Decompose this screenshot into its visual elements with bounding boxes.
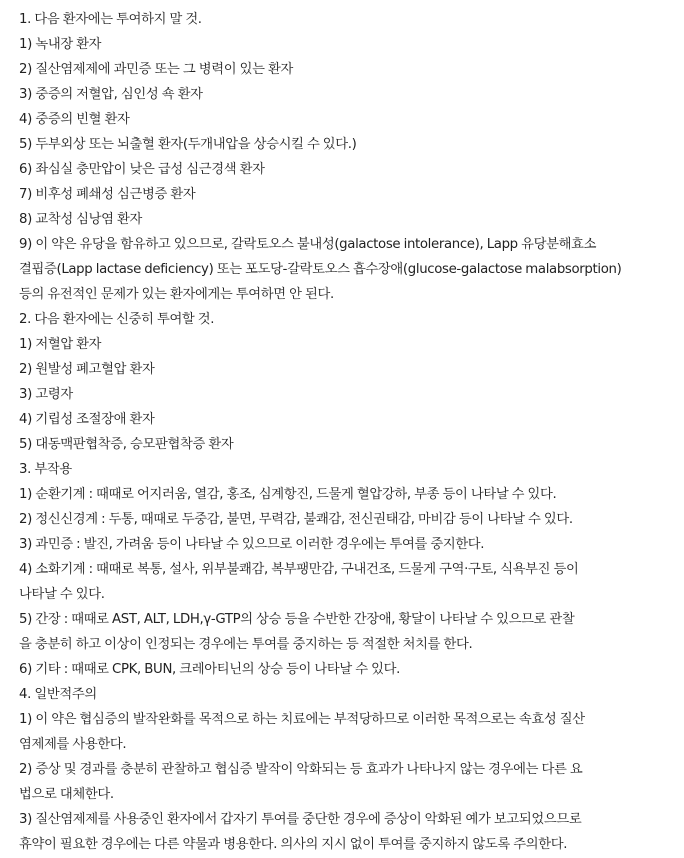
document-line: 5) 간장 : 때때로 AST, ALT, LDH,γ-GTP의 상승 등을 수반한 간장애, 황달이 나타날 수 있으므로 관찰: [19, 612, 575, 627]
document-line: 1) 순환기계 : 때때로 어지러움, 열감, 홍조, 심계항진, 드물게 혈압강하, 부종 등이 나타날 수 있다.: [19, 487, 557, 502]
document-line: 2) 정신신경계 : 두통, 때때로 두중감, 불면, 무력감, 불쾌감, 전신권태감, 마비감 등이 나타날 수 있다.: [19, 512, 573, 527]
document-line: 1) 저혈압 환자: [19, 337, 102, 352]
document-line: 2) 원발성 폐고혈압 환자: [19, 362, 155, 377]
document-line: 7) 비후성 폐쇄성 심근병증 환자: [19, 187, 196, 202]
document-line: 나타날 수 있다.: [19, 587, 105, 602]
document-line: 3) 고령자: [19, 387, 73, 402]
document-line: 9) 이 약은 유당을 함유하고 있으므로, 갈락토오스 불내성(galactose intolerance), Lapp 유당분해효소: [19, 237, 597, 252]
document-line: 5) 대동맥판협착증, 승모판협착증 환자: [19, 437, 234, 452]
document-line: 1) 녹내장 환자: [19, 37, 102, 52]
document-line: 6) 좌심실 충만압이 낮은 급성 심근경색 환자: [19, 162, 265, 177]
document-line: 1) 이 약은 협심증의 발작완화를 목적으로 하는 치료에는 부적당하므로 이러한 목적으로는 속효성 질산: [19, 712, 585, 727]
document-line: 2. 다음 환자에는 신중히 투여할 것.: [19, 312, 215, 327]
document-line: 2) 증상 및 경과를 충분히 관찰하고 협심증 발작이 악화되는 등 효과가 나타나지 않는 경우에는 다른 요: [19, 762, 583, 777]
document-line: 을 충분히 하고 이상이 인정되는 경우에는 투여를 중지하는 등 적절한 처치를 한다.: [19, 637, 473, 652]
document-line: 2) 질산염제제에 과민증 또는 그 병력이 있는 환자: [19, 62, 293, 77]
document-line: 휴약이 필요한 경우에는 다른 약물과 병용한다. 의사의 지시 없이 투여를 중지하지 않도록 주의한다.: [19, 837, 568, 852]
document-line: 5) 두부외상 또는 뇌출혈 환자(두개내압을 상승시킬 수 있다.): [19, 137, 357, 152]
document-line: 4. 일반적주의: [19, 687, 97, 702]
document-line: 등의 유전적인 문제가 있는 환자에게는 투여하면 안 된다.: [19, 287, 334, 302]
document-line: 1. 다음 환자에는 투여하지 말 것.: [19, 12, 202, 27]
document-line: 8) 교착성 심낭염 환자: [19, 212, 143, 227]
document-text-lines: [19, 7, 678, 857]
document-line: 3) 과민증 : 발진, 가려움 등이 나타날 수 있으므로 이러한 경우에는 투여를 중지한다.: [19, 537, 485, 552]
document-line: 3. 부작용: [19, 462, 72, 477]
document-line: 3) 질산염제제를 사용중인 환자에서 갑자기 투여를 중단한 경우에 증상이 악화된 예가 보고되었으므로: [19, 812, 582, 827]
document-line: 4) 소화기계 : 때때로 복통, 설사, 위부불쾌감, 복부팽만감, 구내건조, 드물게 구역·구토, 식욕부진 등이: [19, 562, 579, 577]
document-line: 6) 기타 : 때때로 CPK, BUN, 크레아티닌의 상승 등이 나타날 수 있다.: [19, 662, 400, 677]
document-line: 4) 중증의 빈혈 환자: [19, 112, 130, 127]
document-line: 3) 중증의 저혈압, 심인성 쇽 환자: [19, 87, 203, 102]
document-line: 법으로 대체한다.: [19, 787, 114, 802]
document-line: 염제제를 사용한다.: [19, 737, 127, 752]
document-line: 결핍증(Lapp lactase deficiency) 또는 포도당-갈락토오스 흡수장애(glucose-galactose malabsorption): [19, 262, 622, 277]
document-line: 4) 기립성 조절장애 환자: [19, 412, 155, 427]
